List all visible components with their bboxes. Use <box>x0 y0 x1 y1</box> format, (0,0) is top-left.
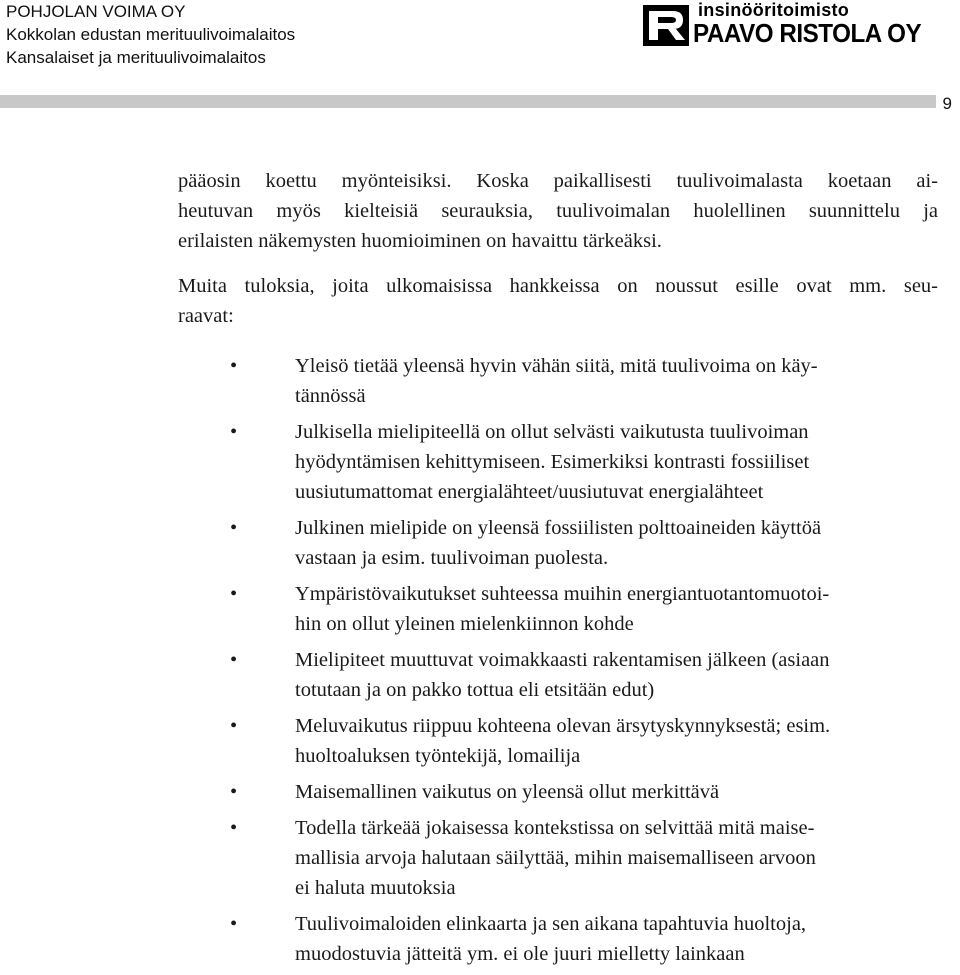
text-line: hyödyntämisen kehittymiseen. Esimerkiksi kontrasti fossiiliset <box>295 451 810 473</box>
bullet-icon: • <box>230 913 238 935</box>
bullet-icon: • <box>230 649 238 671</box>
header-project: Kokkolan edustan merituulivoimalaitos <box>6 25 296 44</box>
text-line: pääosin koettu myönteisiksi. Koska paikallisesti tuulivoimalasta koetaan ai- <box>178 170 938 192</box>
text-line: hin on ollut yleinen mielenkiinnon kohde <box>295 613 634 635</box>
text-line: Julkisella mielipiteellä on ollut selvästi vaikutusta tuulivoiman <box>295 421 809 443</box>
bullet-icon: • <box>230 715 238 737</box>
list-item <box>178 645 938 705</box>
document-body <box>178 166 938 975</box>
text-line: vastaan ja esim. tuulivoiman puolesta. <box>295 547 609 569</box>
text-line: Meluvaikutus riippuu kohteena olevan ärsytyskynnyksestä; esim. <box>295 715 831 737</box>
bullet-icon: • <box>230 355 238 377</box>
text-line: Julkinen mielipide on yleensä fossiilisten polttoaineiden käyttöä <box>295 517 822 539</box>
text-line: Tuulivoimaloiden elinkaarta ja sen aikana tapahtuvia huoltoja, <box>295 913 807 935</box>
text-line: tännössä <box>295 385 366 407</box>
ristola-r-logo-icon <box>643 5 689 46</box>
paragraph <box>178 166 938 256</box>
text-line: raavat: <box>178 305 234 327</box>
text-line: muodostuvia jätteitä ym. ei ole juuri mielletty lainkaan <box>295 943 745 965</box>
logo-company-name: PAAVO RISTOLA OY <box>693 18 922 48</box>
text-line: uusiutumattomat energialähteet/uusiutuvat energialähteet <box>295 481 764 503</box>
list-item <box>178 909 938 969</box>
page-number: 9 <box>942 94 952 113</box>
bullet-icon: • <box>230 817 238 839</box>
text-line: heutuvan myös kielteisiä seurauksia, tuulivoimalan huolellinen suunnittelu ja <box>178 200 938 222</box>
text-line: totutaan ja on pakko tottua eli etsitään edut) <box>295 679 655 701</box>
text-line: Mielipiteet muuttuvat voimakkaasti rakentamisen jälkeen (asiaan <box>295 649 830 671</box>
paragraph <box>178 271 938 331</box>
list-item <box>178 513 938 573</box>
logo-top-text: insinööritoimisto <box>698 0 850 20</box>
bullet-icon: • <box>230 517 238 539</box>
bullet-icon: • <box>230 781 238 803</box>
header-section: Kansalaiset ja merituulivoimalaitos <box>6 48 266 67</box>
bullet-list <box>178 351 938 969</box>
text-line: Muita tuloksia, joita ulkomaisissa hankkeissa on noussut esille ovat mm. seu- <box>178 275 938 297</box>
document-header <box>6 0 295 69</box>
list-item <box>178 711 938 771</box>
list-item <box>178 417 938 507</box>
text-line: huoltoaluksen työntekijä, lomailija <box>295 745 581 767</box>
header-rule <box>0 95 936 108</box>
text-line: Yleisö tietää yleensä hyvin vähän siitä, mitä tuulivoima on käy- <box>295 355 818 377</box>
text-line: mallisia arvoja halutaan säilyttää, mihin maisemalliseen arvoon <box>295 847 816 869</box>
list-item <box>178 777 938 807</box>
text-line: ei haluta muutoksia <box>295 877 456 899</box>
header-company: POHJOLAN VOIMA OY <box>6 2 186 21</box>
bullet-icon: • <box>230 583 238 605</box>
text-line: erilaisten näkemysten huomioiminen on havaittu tärkeäksi. <box>178 230 662 252</box>
bullet-icon: • <box>230 421 238 443</box>
list-item <box>178 813 938 903</box>
list-item <box>178 579 938 639</box>
text-line: Ympäristövaikutukset suhteessa muihin energiantuotantomuotoi- <box>295 583 830 605</box>
list-item <box>178 351 938 411</box>
text-line: Todella tärkeää jokaisessa kontekstissa on selvittää mitä maise- <box>295 817 815 839</box>
company-logo <box>643 2 939 46</box>
text-line: Maisemallinen vaikutus on yleensä ollut merkittävä <box>295 781 720 803</box>
